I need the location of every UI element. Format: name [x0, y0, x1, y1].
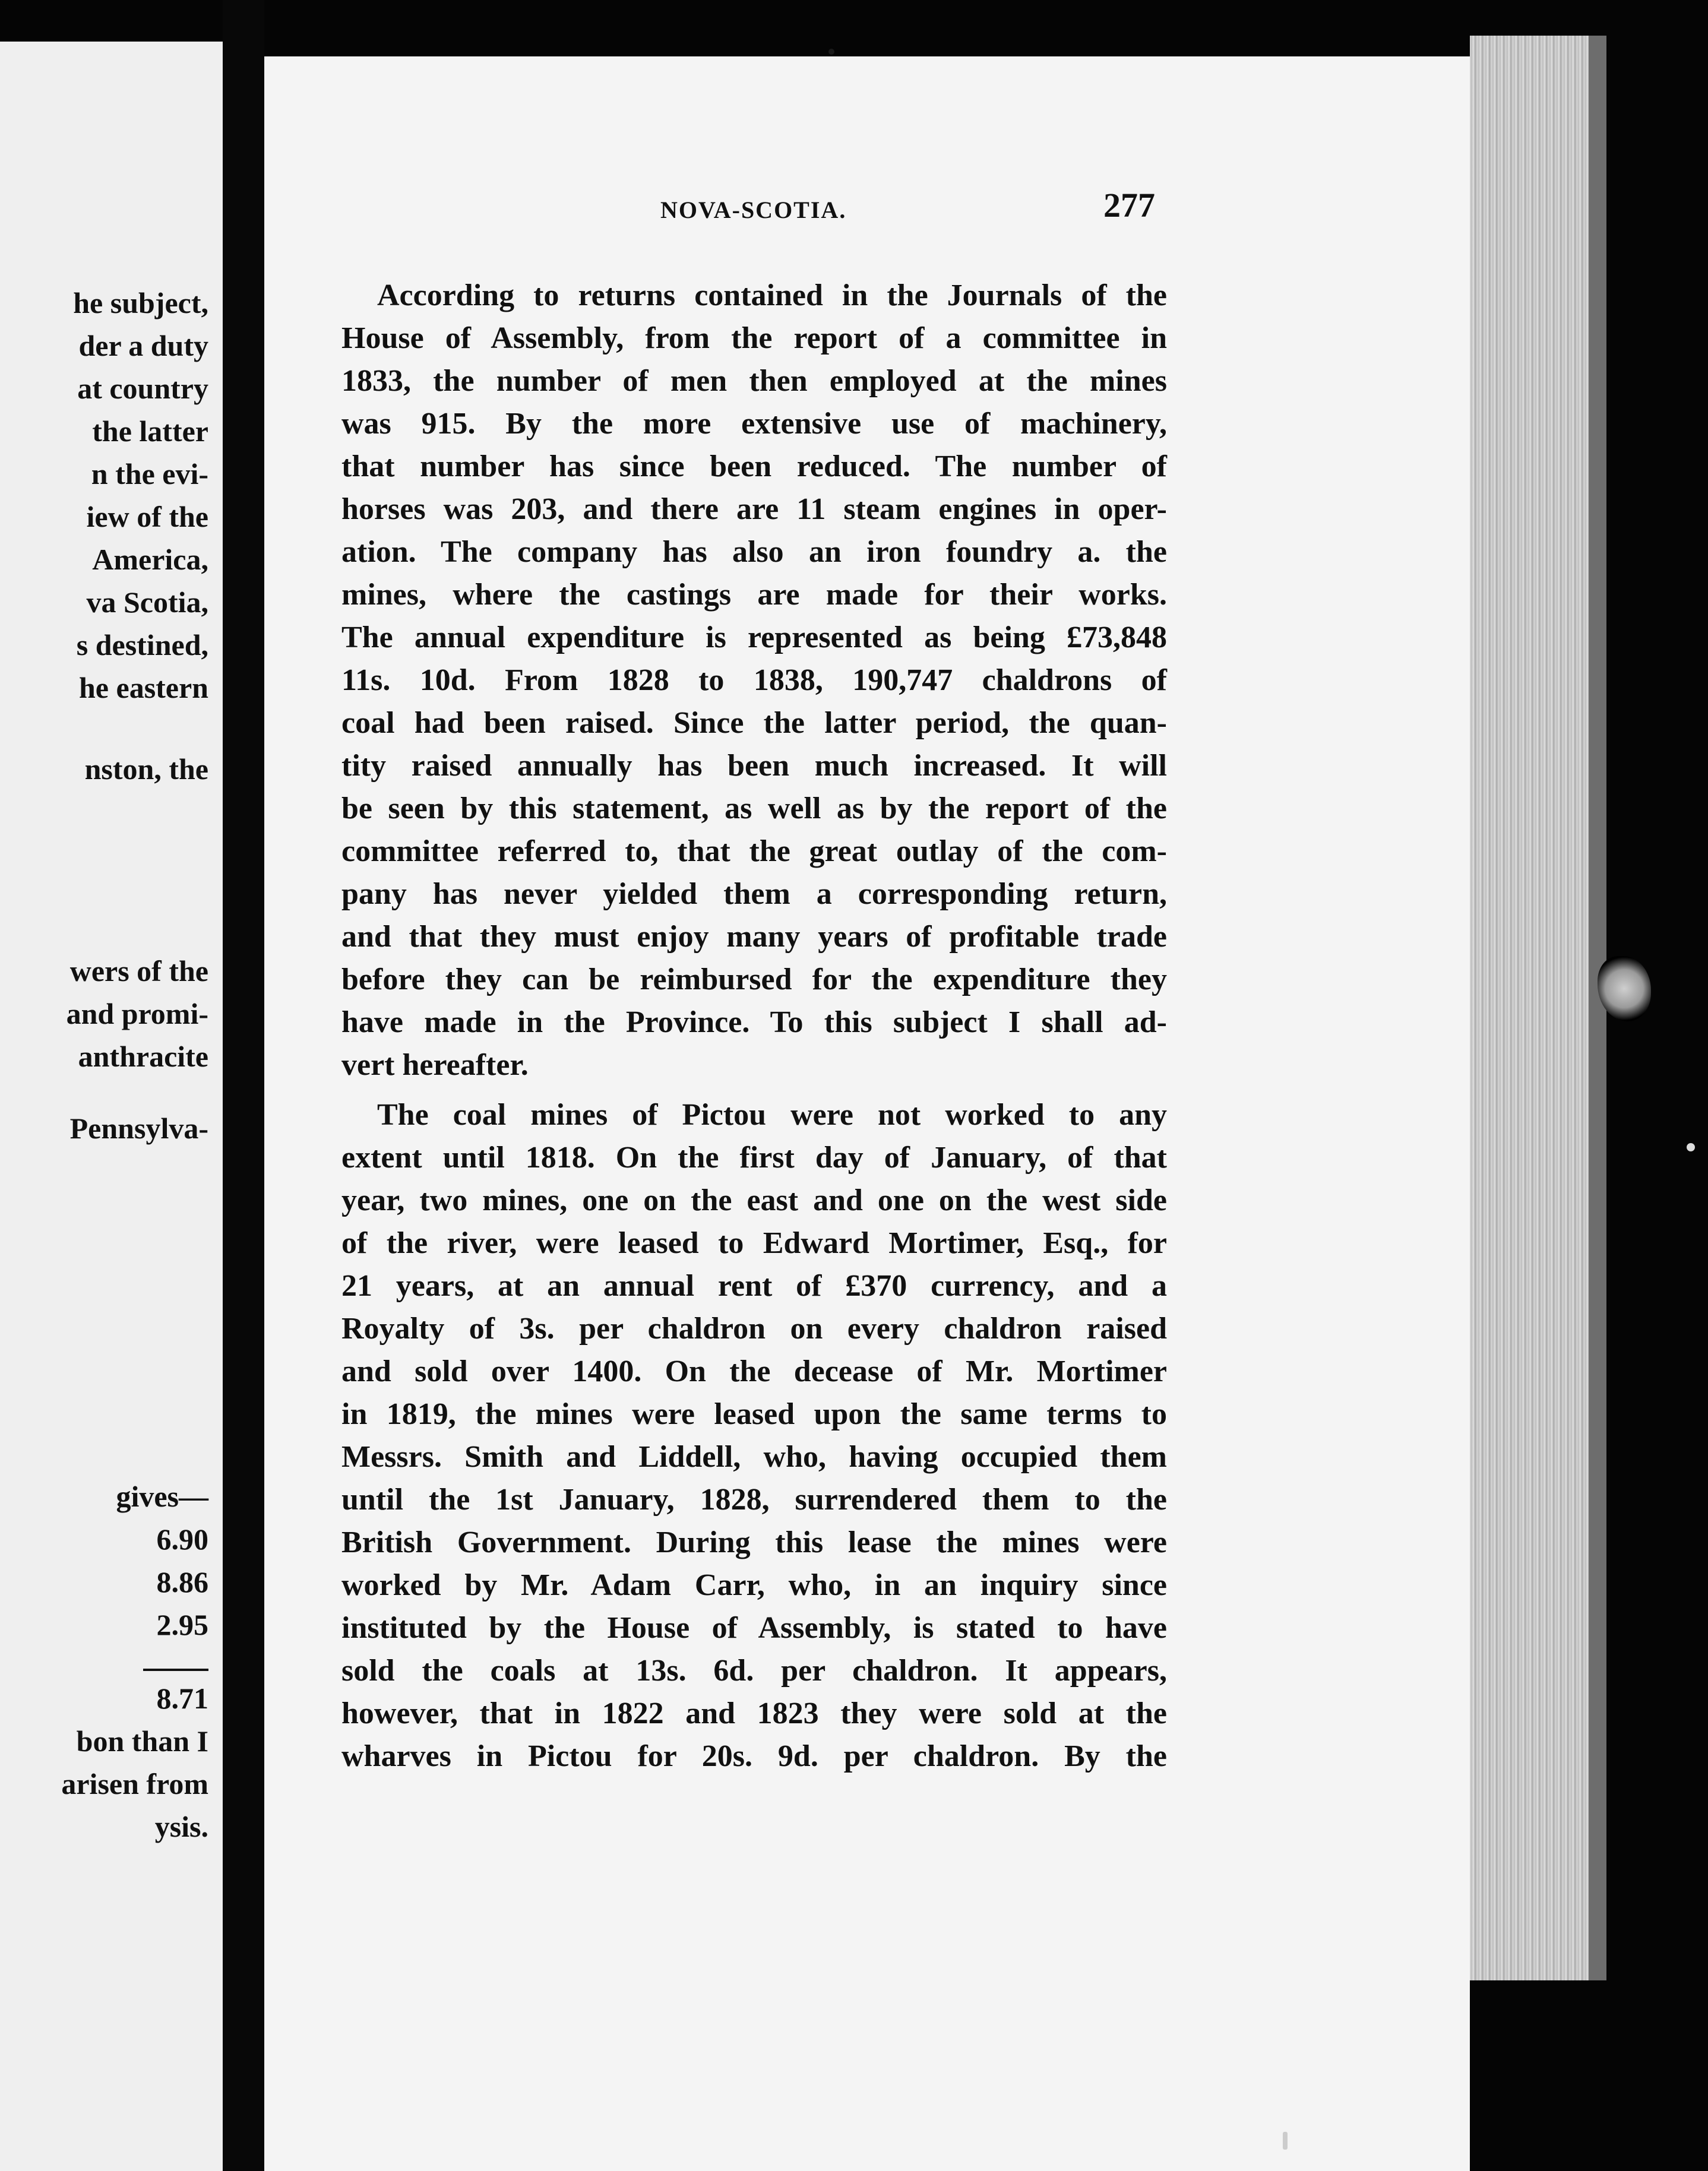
- text-line: vert hereafter.: [341, 1048, 529, 1082]
- left-line: bon than I: [76, 1724, 208, 1758]
- scan-speck: [1687, 1143, 1695, 1151]
- left-line: 8.86: [156, 1565, 208, 1599]
- body-text: [341, 274, 1167, 1778]
- book-gutter: [223, 0, 264, 2171]
- running-head: NOVA-SCOTIA.: [660, 197, 847, 223]
- paragraph-2: [341, 1094, 1167, 1778]
- left-line: va Scotia,: [86, 586, 208, 619]
- left-sum-rule: [143, 1669, 208, 1671]
- left-line: the latter: [92, 414, 208, 448]
- page-edges: [1470, 36, 1589, 1980]
- text-line: sold the coals at 13s. 6d. per chaldron. It appears,: [341, 1654, 1167, 1688]
- text-line: and sold over 1400. On the decease of Mr. Mortimer: [341, 1354, 1167, 1388]
- text-line: 21 years, at an annual rent of £370 currency, and a: [341, 1269, 1167, 1303]
- left-line: at country: [77, 372, 208, 405]
- left-line: s destined,: [76, 628, 208, 662]
- text-line: 11s. 10d. From 1828 to 1838, 190,747 chaldrons of: [341, 663, 1167, 697]
- text-line: of the river, were leased to Edward Mortimer, Esq., for: [341, 1226, 1167, 1260]
- left-line: gives—: [116, 1480, 208, 1513]
- text-line: According to returns contained in the Journals of the: [377, 279, 1167, 312]
- text-line: be seen by this statement, as well as by the report of the: [341, 792, 1167, 825]
- left-line: 8.71: [156, 1682, 208, 1715]
- left-line: arisen from: [61, 1767, 208, 1800]
- left-line: der a duty: [78, 329, 208, 362]
- text-line: horses was 203, and there are 11 steam engines in oper-: [341, 492, 1167, 526]
- text-line: ation. The company has also an iron foundry a. the: [341, 535, 1167, 569]
- text-line: worked by Mr. Adam Carr, who, in an inquiry since: [341, 1568, 1167, 1602]
- left-line: nston, the: [84, 752, 208, 786]
- left-line: anthracite: [78, 1040, 208, 1073]
- text-line: The annual expenditure is represented as being £73,848: [341, 621, 1167, 654]
- text-line: mines, where the castings are made for their works.: [341, 578, 1167, 612]
- paragraph-1: [341, 274, 1167, 1087]
- text-line: until the 1st January, 1828, surrendered them to the: [341, 1483, 1167, 1517]
- text-line: committee referred to, that the great outlay of the com-: [341, 834, 1167, 868]
- left-facing-page: [0, 42, 223, 2171]
- text-line: coal had been raised. Since the latter period, the quan-: [341, 706, 1167, 740]
- text-line: wharves in Pictou for 20s. 9d. per chaldron. By the: [341, 1739, 1167, 1773]
- text-line: pany has never yielded them a corresponding return,: [341, 877, 1167, 911]
- text-line: The coal mines of Pictou were not worked to any: [377, 1098, 1167, 1132]
- text-line: tity raised annually has been much increased. It will: [341, 749, 1167, 783]
- left-line: and promi-: [66, 997, 208, 1030]
- left-line: iew of the: [86, 500, 208, 533]
- text-line: however, that in 1822 and 1823 they were sold at the: [341, 1697, 1167, 1730]
- text-line: have made in the Province. To this subject I shall ad-: [341, 1005, 1167, 1039]
- text-line: and that they must enjoy many years of profitable trade: [341, 920, 1167, 954]
- left-line: 2.95: [156, 1608, 208, 1641]
- text-line: was 915. By the more extensive use of machinery,: [341, 407, 1167, 441]
- text-line: in 1819, the mines were leased upon the same terms to: [341, 1397, 1167, 1431]
- left-line: he subject,: [73, 286, 208, 319]
- scan-speck: [828, 49, 834, 55]
- text-line: instituted by the House of Assembly, is stated to have: [341, 1611, 1167, 1645]
- left-line: ysis.: [154, 1810, 208, 1843]
- left-line: 6.90: [156, 1523, 208, 1556]
- text-line: extent until 1818. On the first day of January, of that: [341, 1141, 1167, 1175]
- left-line: America,: [92, 543, 208, 576]
- left-line: he eastern: [79, 671, 208, 704]
- text-line: year, two mines, one on the east and one on the west side: [341, 1183, 1167, 1217]
- text-line: 1833, the number of men then employed at the mines: [341, 364, 1167, 398]
- text-line: Messrs. Smith and Liddell, who, having occupied them: [341, 1440, 1167, 1474]
- page-number: 277: [1103, 186, 1155, 224]
- text-line: before they can be reimbursed for the expenditure they: [341, 963, 1167, 996]
- left-line: Pennsylva-: [69, 1112, 208, 1145]
- scan-speck: [1283, 2132, 1288, 2150]
- text-line: that number has since been reduced. The number of: [341, 450, 1167, 483]
- text-line: British Government. During this lease the mines were: [341, 1526, 1167, 1559]
- text-line: House of Assembly, from the report of a committee in: [341, 321, 1167, 355]
- text-line: Royalty of 3s. per chaldron on every chaldron raised: [341, 1312, 1167, 1346]
- page-edge-shadow: [1589, 36, 1606, 1980]
- left-line: n the evi-: [91, 457, 208, 490]
- left-line: wers of the: [69, 954, 208, 988]
